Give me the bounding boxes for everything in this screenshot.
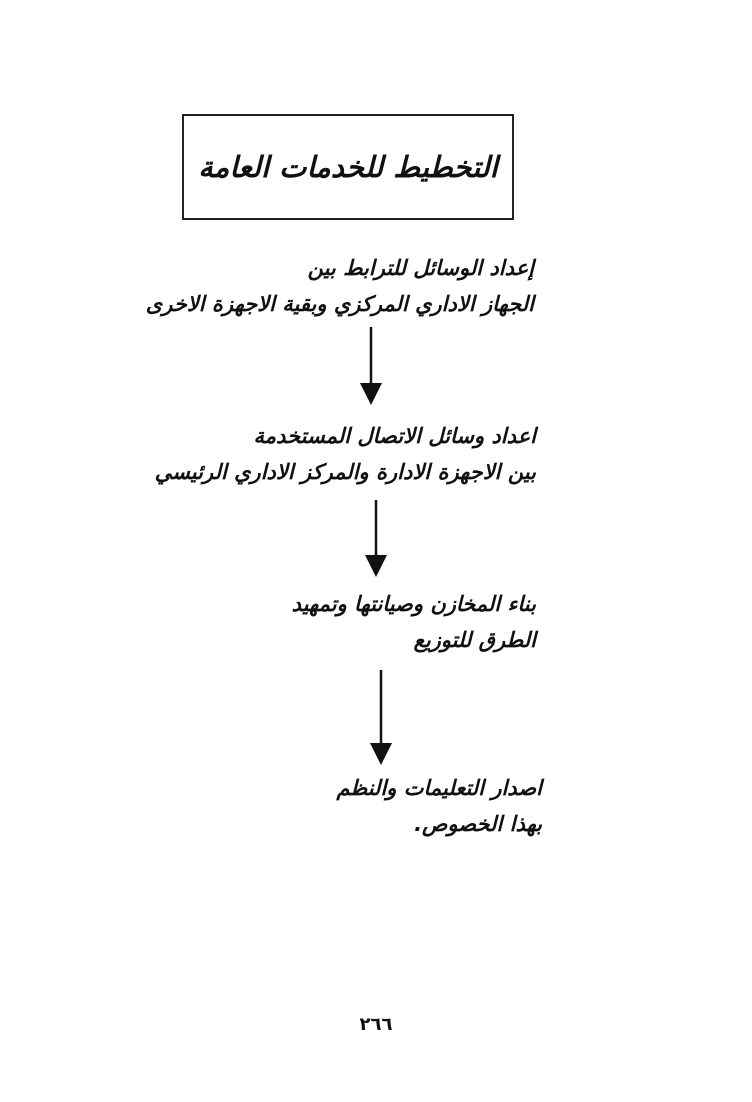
- flow-step-4: [337, 770, 543, 842]
- flow-step-1-line-1: إعداد الوسائل للترابط بين: [307, 256, 534, 280]
- flow-step-2-line-2: بين الاجهزة الادارة والمركز الاداري الرئيسي: [154, 460, 536, 484]
- flow-step-1-line-2: الجهاز الاداري المركزي وبقية الاجهزة الاخرى: [145, 292, 534, 316]
- flow-step-3-line-1: بناء المخازن وصيانتها وتمهيد: [291, 592, 536, 616]
- page-number: ٢٦٦: [359, 1014, 393, 1035]
- flow-arrow-3: [370, 670, 392, 765]
- flow-step-3: [292, 586, 536, 658]
- flow-arrow-1: [360, 327, 382, 405]
- flow-step-4-line-2: بهذا الخصوص.: [414, 812, 542, 836]
- flow-step-2-line-1: اعداد وسائل الاتصال المستخدمة: [253, 424, 536, 448]
- diagram-title: التخطيط للخدمات العامة: [198, 150, 498, 184]
- flow-step-3-line-2: الطرق للتوزيع: [413, 628, 536, 652]
- flow-arrow-2: [365, 500, 387, 577]
- flow-step-4-line-1: اصدار التعليمات والنظم: [336, 776, 542, 800]
- title-box: [182, 114, 514, 220]
- flow-step-2: [155, 418, 536, 490]
- flow-step-1: [146, 250, 534, 322]
